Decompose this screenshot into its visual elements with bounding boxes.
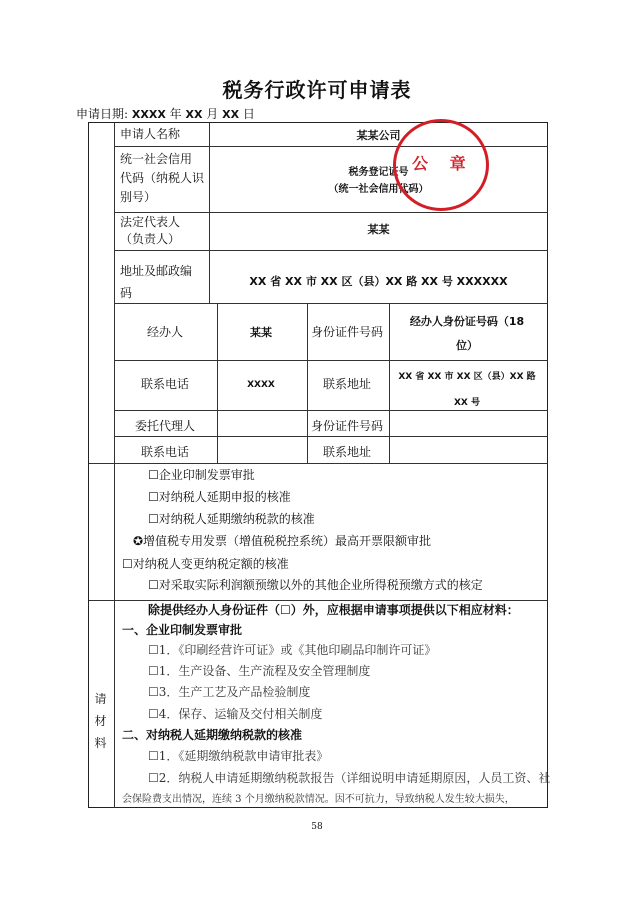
contact-address-label: 联系地址	[322, 377, 371, 391]
applicant-name-label: 申请人名称	[120, 127, 181, 141]
applicant-name-value: 某某公司	[356, 129, 401, 142]
material-item: 会保险费支出情况，连续 3 个月缴纳税款情况。因不可抗力，导致纳税人发生较大损失，	[122, 794, 515, 805]
date-year: XXXX	[131, 108, 166, 121]
phone-value: XXXX	[247, 380, 275, 390]
address-value: XX 省 XX 市 XX 区（县）XX 路 XX 号 XXXXXX	[249, 275, 508, 288]
matter-item: ✪增值税专用发票（增值税税控系统）最高开票限额审批	[133, 534, 432, 548]
material-item: ☐1．《印刷经营许可证》或《其他印刷品印制许可证》	[148, 643, 437, 657]
materials-side-label: 请 材 料	[94, 692, 107, 750]
grid-line	[114, 250, 548, 251]
proxy-id-label: 身份证件号码	[310, 419, 383, 433]
date-day: XX	[222, 108, 240, 121]
phone-label: 联系电话	[140, 377, 189, 391]
page-number: 58	[311, 822, 323, 832]
grid-line	[89, 463, 548, 464]
material-item: ☐4．保存、运输及交付相关制度	[148, 707, 323, 721]
matter-item: ☐对采取实际利润额预缴以外的其他企业所得税预缴方式的核定	[148, 578, 483, 592]
material-item: ☐2．纳税人申请延期缴纳税款报告（详细说明申请延期原因，人员工资、社	[148, 771, 551, 785]
proxy-label: 委托代理人	[134, 419, 195, 433]
grid-line	[89, 600, 548, 601]
section-title: 一、企业印制发票审批	[122, 623, 243, 637]
official-seal-text: 公 章	[412, 154, 474, 173]
material-item: ☐3．生产工艺及产品检验制度	[148, 685, 311, 699]
credit-code-value: 税务登记证号 （统一社会信用代码）	[328, 167, 429, 195]
materials-intro: 除提供经办人身份证件（☐）外，应根据申请事项提供以下相应材料：	[148, 603, 519, 617]
matter-item: ☐对纳税人延期申报的核准	[148, 490, 291, 504]
handler-label: 经办人	[146, 325, 183, 339]
matter-item: ☐对纳税人变更纳税定额的核准	[122, 557, 289, 571]
material-item: ☐1．生产设备、生产流程及安全管理制度	[148, 664, 371, 678]
legal-rep-label: 法定代表人 （负责人）	[120, 215, 181, 246]
handler-id-label: 身份证件号码	[310, 325, 383, 339]
handler-value: 某某	[250, 326, 272, 339]
address-label: 地址及邮政编 码	[120, 264, 193, 300]
section-title: 二、对纳税人延期缴纳税款的核准	[122, 728, 303, 742]
grid-line	[114, 123, 115, 808]
application-date: 申请日期: XXXX 年 XX 月 XX 日	[76, 107, 255, 121]
matter-item: ☐对纳税人延期缴纳税款的核准	[148, 512, 315, 526]
date-month: XX	[185, 108, 203, 121]
proxy-phone-label: 联系电话	[140, 445, 189, 459]
page-title: 税务行政许可申请表	[222, 78, 412, 102]
grid-line	[114, 436, 548, 437]
handler-id-value: 经办人身份证号码（18 位）	[409, 315, 525, 352]
proxy-address-label: 联系地址	[322, 445, 371, 459]
grid-line	[114, 360, 548, 361]
legal-rep-value: 某某	[367, 223, 390, 236]
matter-item: ☐企业印制发票审批	[148, 468, 255, 482]
credit-code-label: 统一社会信用 代码（纳税人识 别号）	[120, 152, 205, 204]
grid-line	[114, 212, 548, 213]
contact-address-value: XX 省 XX 市 XX 区（县）XX 路 XX 号	[398, 372, 536, 408]
date-label: 申请日期:	[76, 107, 129, 121]
material-item: ☐1．《延期缴纳税款申请审批表》	[148, 749, 329, 763]
